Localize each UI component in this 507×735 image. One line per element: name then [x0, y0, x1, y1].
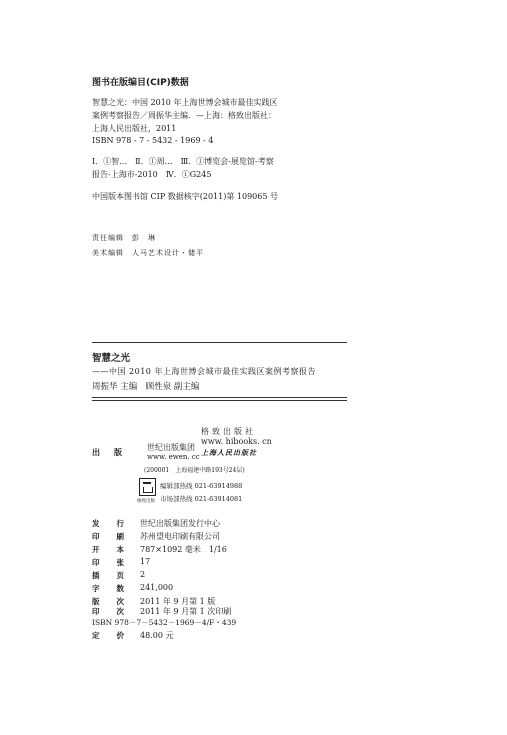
- spec-row: [92, 544, 227, 555]
- spec-label: 发行: [92, 519, 141, 528]
- spec-value: 2: [140, 570, 146, 579]
- cip-line: ISBN 978 - 7 - 5432 - 1969 - 4: [92, 136, 214, 145]
- spec-value: 17: [140, 557, 151, 566]
- shanghai-publisher-name: 上海人民出版社: [201, 448, 257, 457]
- spec-value: 2011 年 9 月第 1 版: [140, 597, 216, 606]
- divider: [92, 397, 347, 398]
- spec-row: [92, 531, 220, 542]
- spec-value: 苏州望电印刷有限公司: [140, 532, 220, 541]
- spec-label: 版次: [92, 597, 141, 606]
- book-title: 智慧之光: [92, 353, 131, 364]
- spec-label: 字数: [92, 584, 141, 593]
- cip-line: 智慧之光：中国 2010 年上海世博会城市最佳实践区: [92, 98, 278, 107]
- group-name: 世纪出版集团: [147, 443, 195, 452]
- group-url: www. ewen. cc: [147, 453, 200, 461]
- publisher-address: (200001 上海福建中路193号24层): [144, 467, 245, 474]
- publisher-label: 出版: [92, 448, 136, 457]
- price-label: 定价: [92, 631, 141, 640]
- market-hotline: 市场部热线 021-63914081: [160, 495, 243, 503]
- divider: [92, 342, 347, 343]
- cip-line: 报告-上海市-2010 Ⅳ．①G245: [92, 170, 212, 179]
- spec-value: 世纪出版集团发行中心: [140, 519, 220, 528]
- spec-row: [92, 518, 220, 529]
- spec-label: 开本: [92, 545, 141, 554]
- book-authors: 周振华 主编 顾性泉 副主编: [92, 382, 200, 392]
- spec-value: 787×1092 毫米 1/16: [140, 545, 227, 554]
- spec-value: 241,000: [140, 583, 174, 592]
- spec-label: 插页: [92, 571, 141, 580]
- spec-row: [92, 583, 173, 594]
- edit-hotline: 编辑部热线 021-63914988: [160, 482, 243, 490]
- responsible-editor: 责任编辑 彭 琳: [92, 234, 156, 242]
- spec-label: 印张: [92, 558, 141, 567]
- spec-row: [92, 557, 150, 568]
- spec-label: 印次: [92, 607, 141, 616]
- publisher-logo-icon: [139, 478, 156, 496]
- book-subtitle: ——中国 2010 年上海世博会城市最佳实践区案例考察报告: [92, 367, 316, 376]
- spec-value: 2011 年 9 月第 1 次印刷: [140, 607, 232, 616]
- gezhi-publisher-name: 格致出版社: [201, 427, 256, 436]
- cip-heading: 图书在版编目(CIP)数据: [92, 78, 189, 88]
- price-row: [92, 630, 173, 641]
- divider: [92, 400, 347, 401]
- art-editor: 美术编辑 人马艺术设计・储平: [92, 249, 204, 257]
- isbn-full: ISBN 978－7－5432－1969－4/F・439: [92, 618, 237, 627]
- spec-row: [92, 570, 145, 581]
- spec-row: [92, 606, 231, 617]
- cip-line: 案例考察报告／周振华主编．—上海：格致出版社：: [92, 111, 276, 120]
- cip-number: 中国版本图书馆 CIP 数据核字(2011)第 109065 号: [92, 192, 278, 201]
- price-value: 48.00 元: [140, 631, 174, 640]
- gezhi-url: www. hibooks. cn: [201, 437, 272, 446]
- spec-label: 印刷: [92, 532, 141, 541]
- cip-line: Ⅰ．①智… Ⅱ．①周… Ⅲ．①博览会-展览馆-考察: [92, 157, 274, 166]
- logo-caption: 格致出版: [137, 499, 155, 504]
- cip-line: 上海人民出版社，2011: [92, 124, 177, 133]
